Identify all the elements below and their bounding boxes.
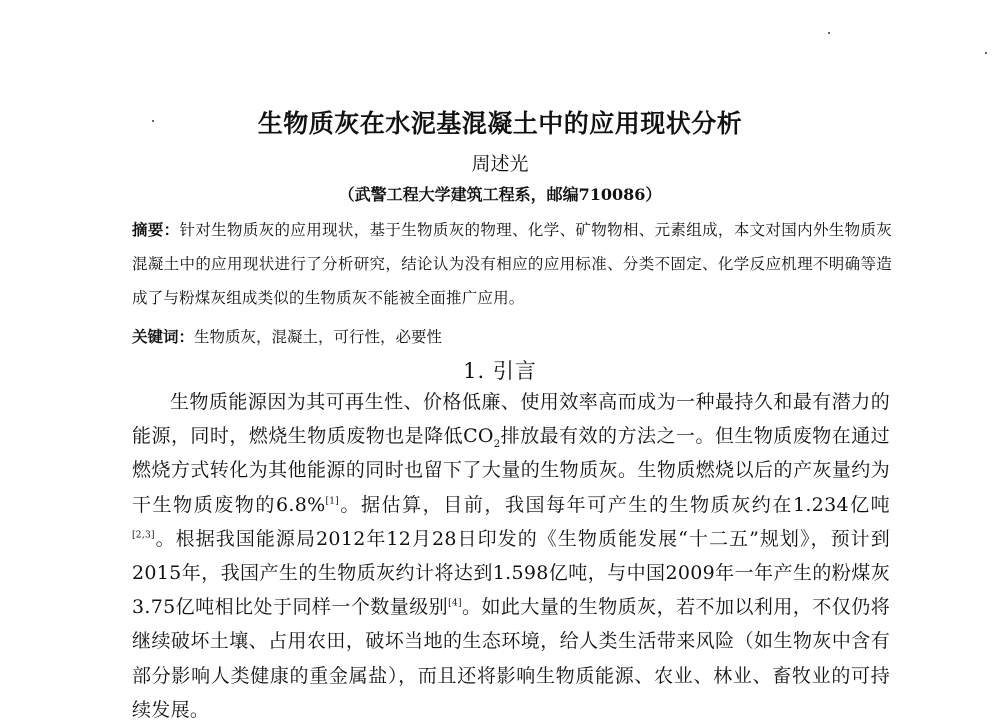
introduction-paragraph	[132, 385, 890, 727]
abstract-label: 摘要：	[132, 221, 180, 239]
citation-ref: [2,3]	[132, 530, 155, 541]
keywords-text: 生物质灰，混凝土，可行性，必要性	[194, 328, 443, 346]
co2-subscript: 2	[493, 439, 501, 450]
citation-ref: [1]	[325, 496, 340, 507]
paper-title: 生物质灰在水泥基混凝土中的应用现状分析	[257, 109, 743, 138]
abstract-text: 针对生物质灰的应用现状，基于生物质灰的物理、化学、矿物物相、元素组成，本文对国内外生物质灰混凝土中的应用现状进行了分析研究，结论认为没有相应的应用标准、分类不固定、化学反应机理不明确等造成了与粉煤灰组成类似的生物质灰不能被全面推广应用。	[132, 221, 892, 307]
section-heading-introduction: 1. 引言	[463, 359, 537, 383]
author-name: 周述光	[471, 153, 529, 175]
body-text: 。如此大量的生物质灰，若不加以利用，不仅仍将继续破坏土壤、占用农田，破坏当地的生态环境，给人类生活带来风险（如生物灰中含有部分影响人类健康的重金属盐），而且还将影响生物质能源、农业、林业、畜牧业的可持续发展。	[132, 596, 890, 721]
body-text: 。根据我国能源局2012年12月28日印发的《生物质能发展“十二五”规划》，预计到2015年，我国产生的生物质灰约计将达到1.598亿吨，与中国2009年一年产生的粉煤灰3.75亿吨相比处于同样一个数量级别	[132, 527, 890, 619]
body-text: 排放最有效的方法之一。但生物质废物在通过燃烧方式转化为其他能源的同时也留下了大量的生物质灰。生物质燃烧以后的产灰量约为干生物质废物的6.8%	[132, 425, 890, 516]
scan-speck	[828, 32, 830, 34]
abstract	[132, 213, 892, 315]
keywords	[132, 326, 892, 348]
scan-speck	[985, 52, 987, 54]
body-text: 生物质能源因为其可再生性、价格低廉、使用效率高而成为一种最持久和最有潜力的能源，同时，燃烧生物质废物也是降低CO	[132, 391, 890, 448]
citation-ref: [4]	[448, 598, 462, 609]
keywords-label: 关键词：	[132, 328, 195, 346]
body-text: 。据估算，目前，我国每年可产生的生物质灰约在1.234亿吨	[339, 493, 890, 516]
author-affiliation: （武警工程大学建筑工程系，邮编710086）	[338, 185, 662, 204]
